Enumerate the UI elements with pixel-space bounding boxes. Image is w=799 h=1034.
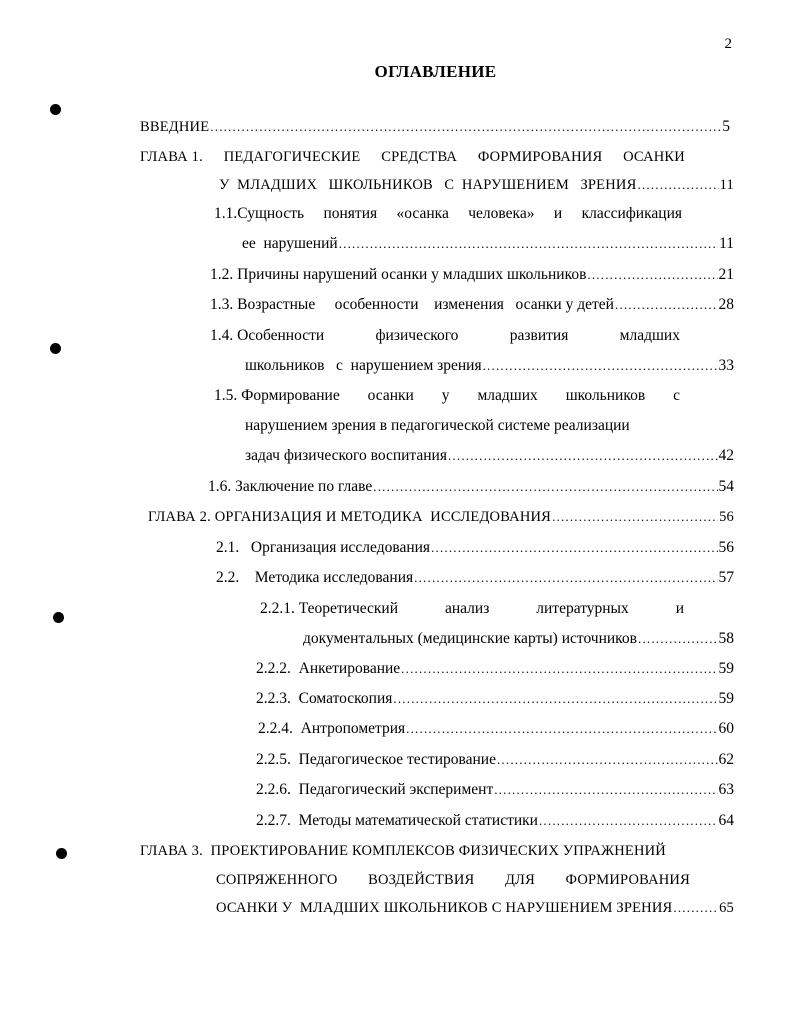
toc-entry-1-4[interactable] xyxy=(210,324,680,348)
toc-entry-label xyxy=(210,293,614,317)
toc-entry-chapter-1[interactable] xyxy=(140,145,685,169)
page-title: ОГЛАВЛЕНИЕ xyxy=(374,62,497,81)
dot-leader xyxy=(414,566,717,590)
toc-entry-chapter-3[interactable] xyxy=(140,839,700,863)
binder-hole xyxy=(53,612,64,623)
word: с xyxy=(673,387,680,404)
word: анализ xyxy=(444,600,490,617)
toc-entry-page: 60 xyxy=(718,720,734,737)
word: ФОРМИРОВАНИЯ xyxy=(565,872,690,888)
toc-entry-page: 56 xyxy=(718,539,734,556)
toc-entry-label: 1.2. Причины нарушений осанки у младших школьников xyxy=(210,266,587,283)
page-number: 2 xyxy=(724,36,732,52)
word: «осанка xyxy=(396,205,449,222)
toc-entry-2-2-7[interactable] xyxy=(256,809,734,833)
dot-leader xyxy=(406,717,717,741)
toc-entry-label: ГЛАВА 2. ОРГАНИЗАЦИЯ И МЕТОДИКА ИССЛЕДОВАНИЯ xyxy=(148,509,552,525)
toc-entry-page: 54 xyxy=(718,478,734,495)
toc-entry-label: 2.2.2. Анкетирование xyxy=(256,660,401,677)
toc-entry-2-2-2[interactable] xyxy=(256,657,734,681)
toc-entry-page: 28 xyxy=(718,296,734,313)
toc-entry-intro[interactable] xyxy=(140,115,730,139)
toc-entry-page: 64 xyxy=(718,812,734,829)
binder-hole xyxy=(50,104,61,115)
dot-leader xyxy=(673,896,718,920)
toc-entry-1-6[interactable] xyxy=(208,475,734,499)
toc-entry-page: 59 xyxy=(718,660,734,677)
word: младших xyxy=(619,327,680,344)
word: ВОЗДЕЙСТВИЯ xyxy=(368,872,475,888)
toc-entry-label: ее нарушений xyxy=(242,235,338,252)
toc-entry-page: 63 xyxy=(718,781,734,798)
toc-entry-page: 65 xyxy=(719,900,734,916)
dot-leader xyxy=(401,657,717,681)
toc-entry-label: 2.2. Методика исследования xyxy=(216,569,414,586)
toc-entry-1-1-cont[interactable] xyxy=(242,232,734,256)
dot-leader xyxy=(494,778,717,802)
dot-leader xyxy=(448,444,718,468)
toc-entry-label: задач физического воспитания xyxy=(245,447,447,464)
toc-entry-1-1[interactable] xyxy=(214,202,682,226)
toc-entry-2-2[interactable] xyxy=(216,566,734,590)
word: и xyxy=(553,205,563,222)
toc-entry-label: ОСАНКИ У МЛАДШИХ ШКОЛЬНИКОВ С НАРУШЕНИЕМ ЗРЕНИЯ xyxy=(216,900,673,916)
toc-entry-page: 11 xyxy=(719,235,734,252)
toc-entry-label: 1.6. Заключение по главе xyxy=(208,478,373,495)
word: осанки у детей xyxy=(515,296,614,313)
dot-leader xyxy=(483,354,718,378)
dot-leader xyxy=(431,536,717,560)
toc-entry-label: 2.2.4. Антропометрия xyxy=(258,720,406,737)
toc-entry-label: 2.2.7. Методы математической статистики xyxy=(256,812,538,829)
toc-entry-label: ВВЕДНИЕ xyxy=(140,119,210,135)
word: СРЕДСТВА xyxy=(381,149,458,165)
toc-entry-page: 42 xyxy=(718,447,734,464)
dot-leader xyxy=(587,263,717,287)
toc-entry-page: 58 xyxy=(718,630,734,647)
word: ДЛЯ xyxy=(504,872,535,888)
toc-entry-chapter-3-cont2[interactable] xyxy=(216,896,734,920)
word: физического xyxy=(375,327,459,344)
toc-entry-label: нарушением зрения в педагогической системе реализации xyxy=(245,417,630,434)
word: младших xyxy=(477,387,538,404)
toc-entry-page: 56 xyxy=(719,509,734,525)
toc-entry-2-2-1[interactable] xyxy=(260,597,684,621)
toc-entry-2-2-6[interactable] xyxy=(256,778,734,802)
word: и xyxy=(675,600,684,617)
word: ФОРМИРОВАНИЯ xyxy=(477,149,603,165)
dot-leader xyxy=(393,687,717,711)
toc-entry-1-5-cont[interactable] xyxy=(245,414,690,438)
word: 2.2.1. Теоретический xyxy=(260,600,399,617)
dot-leader xyxy=(615,293,718,317)
word: понятия xyxy=(323,205,378,222)
toc-entry-label: 2.1. Организация исследования xyxy=(216,539,431,556)
toc-entry-1-4-cont[interactable] xyxy=(245,354,734,378)
toc-entry-page: 11 xyxy=(719,177,734,193)
toc-entry-label: 2.2.5. Педагогическое тестирование xyxy=(256,751,496,768)
word: человека» xyxy=(468,205,535,222)
toc-entry-label: школьников с нарушением зрения xyxy=(245,357,482,374)
dot-leader xyxy=(210,115,721,139)
word: осанки xyxy=(367,387,414,404)
dot-leader xyxy=(638,627,718,651)
toc-entry-page: 33 xyxy=(718,357,734,374)
toc-entry-2-2-5[interactable] xyxy=(256,748,734,772)
word: ОСАНКИ xyxy=(623,149,685,165)
dot-leader xyxy=(539,809,718,833)
toc-entry-chapter-3-cont[interactable] xyxy=(216,868,690,892)
word: школьников xyxy=(565,387,646,404)
word: у xyxy=(441,387,450,404)
dot-leader xyxy=(373,475,717,499)
toc-entry-1-5[interactable] xyxy=(214,384,680,408)
toc-entry-page: 62 xyxy=(718,751,734,768)
dot-leader xyxy=(497,748,718,772)
binder-hole xyxy=(56,848,67,859)
toc-entry-chapter-2[interactable] xyxy=(148,505,734,529)
toc-entry-page: 57 xyxy=(718,569,734,586)
toc-entry-1-3[interactable] xyxy=(210,293,734,317)
word: 1.3. Возрастные xyxy=(210,296,316,313)
dot-leader xyxy=(339,232,718,256)
toc-entry-2-2-4[interactable] xyxy=(258,717,734,741)
toc-entry-label: документальных (медицинские карты) источников xyxy=(303,630,637,647)
toc-entry-label: 2.2.6. Педагогический эксперимент xyxy=(256,781,494,798)
toc-entry-chapter-1-cont[interactable] xyxy=(219,173,734,197)
word: особенности xyxy=(334,296,419,313)
toc-entry-2-1[interactable] xyxy=(216,536,734,560)
word: 1.4. Особенности xyxy=(210,327,325,344)
word: СОПРЯЖЕННОГО xyxy=(216,872,338,888)
toc-entry-label: У МЛАДШИХ ШКОЛЬНИКОВ С НАРУШЕНИЕМ ЗРЕНИЯ xyxy=(219,177,637,193)
dot-leader xyxy=(637,173,718,197)
binder-hole xyxy=(50,343,61,354)
word: ГЛАВА 1. xyxy=(140,149,203,165)
word: литературных xyxy=(536,600,629,617)
toc-entry-page: 5 xyxy=(722,118,730,135)
word: 1.1.Сущность xyxy=(214,205,305,222)
toc-entry-label: ГЛАВА 3. ПРОЕКТИРОВАНИЕ КОМПЛЕКСОВ ФИЗИЧЕСКИХ УПРАЖНЕНИЙ xyxy=(140,843,666,859)
word: классификация xyxy=(581,205,682,222)
toc-entry-1-5-cont2[interactable] xyxy=(245,444,734,468)
toc-entry-page: 59 xyxy=(718,690,734,707)
word: развития xyxy=(509,327,569,344)
toc-entry-2-2-1-cont[interactable] xyxy=(303,627,734,651)
dot-leader xyxy=(552,505,718,529)
toc-entry-2-2-3[interactable] xyxy=(256,687,734,711)
toc-entry-1-2[interactable] xyxy=(210,263,734,287)
word: 1.5. Формирование xyxy=(214,387,340,404)
toc-entry-page: 21 xyxy=(718,266,734,283)
word: ПЕДАГОГИЧЕСКИЕ xyxy=(223,149,361,165)
toc-entry-label: 2.2.3. Соматоскопия xyxy=(256,690,393,707)
word: изменения xyxy=(434,296,504,313)
